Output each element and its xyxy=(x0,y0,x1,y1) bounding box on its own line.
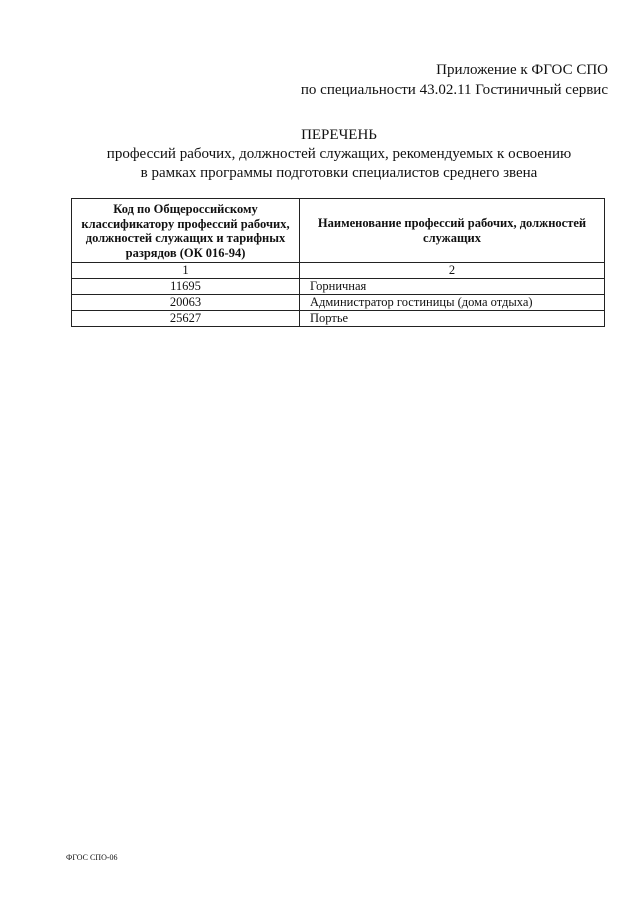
column-number-row xyxy=(72,263,605,279)
profession-name: Портье xyxy=(300,311,605,327)
profession-name: Горничная xyxy=(300,279,605,295)
page-footer: ФГОС СПО-06 xyxy=(66,853,118,862)
header-code: Код по Общероссийскому классификатору профессий рабочих, должностей служащих и тарифных разрядов (ОК 016-94) xyxy=(72,199,300,263)
appendix-note xyxy=(301,60,608,100)
appendix-line-2: по специальности 43.02.11 Гостиничный сервис xyxy=(300,82,608,98)
profession-code: 11695 xyxy=(72,279,300,295)
table-header-row xyxy=(72,199,605,263)
document-subtitle-line-1: профессий рабочих, должностей служащих, рекомендуемых к освоению xyxy=(106,146,572,162)
document-subtitle-line-2: в рамках программы подготовки специалистов среднего звена xyxy=(140,165,538,181)
document-title: ПЕРЕЧЕНЬ xyxy=(301,127,377,143)
table-row xyxy=(72,295,605,311)
column-number-2: 2 xyxy=(300,263,605,279)
appendix-line-1: Приложение к ФГОС СПО xyxy=(436,62,608,78)
profession-code: 25627 xyxy=(72,311,300,327)
document-heading xyxy=(0,126,640,183)
table-row xyxy=(72,279,605,295)
profession-name: Администратор гостиницы (дома отдыха) xyxy=(300,295,605,311)
professions-table xyxy=(71,198,605,327)
table-row xyxy=(72,311,605,327)
header-name: Наименование профессий рабочих, должностей служащих xyxy=(300,199,605,263)
column-number-1: 1 xyxy=(72,263,300,279)
profession-code: 20063 xyxy=(72,295,300,311)
